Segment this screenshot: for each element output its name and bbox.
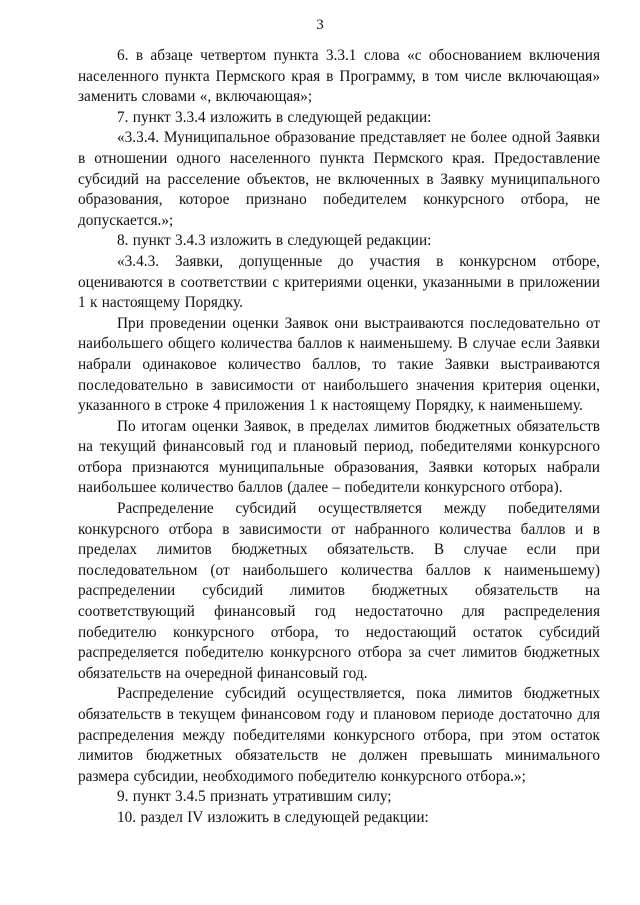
paragraph-distribution: Распределение субсидий осуществляется между победителями конкурсного отбора в зависимости от набранного количества баллов и в пределах лимитов бюджетных обязательств. В случае если при последовательном (от наибольшего количества баллов к наименьшему) распределении субсидий лимитов бюджетных обязательств на соответствующий финансовый год недостаточно для распределения победителю конкурсного отбора, то недостающий остаток субсидий распределяется победителю конкурсного отбора за счет лимитов бюджетных обязательств на очередной финансовый год. [78,500,600,682]
page-number: 3 [316,17,324,33]
paragraph-item-7: 7. пункт 3.3.4 изложить в следующей редакции: [117,108,432,126]
paragraph-winners: По итогам оценки Заявок, в пределах лимитов бюджетных обязательств на текущий финансовый год и плановый период, победителями конкурсного отбора признаются муниципальные образования, Заявки которых набрали наибольшее количество баллов (далее – победители конкурсного отбора). [78,417,600,497]
paragraph-item-10: 10. раздел IV изложить в следующей редакции: [117,808,429,826]
paragraph-item-6: 6. в абзаце четвертом пункта 3.3.1 слова «с обоснованием включения населенного пункта Пермского края в Программу, в том числе включающая» заменить словами «, включающая»; [78,47,600,106]
paragraph-item-8: 8. пункт 3.4.3 изложить в следующей редакции: [117,232,432,250]
paragraph-ranking: При проведении оценки Заявок они выстраиваются последовательно от наибольшего общего количества баллов к наименьшему. В случае если Заявки набрали одинаковое количество баллов, то такие Заявки выстраиваются последовательно в зависимости от наибольшего значения критерия оценки, указанного в строке 4 приложения 1 к настоящему Порядку, к наименьшему. [78,314,600,415]
paragraph-item-9: 9. пункт 3.4.5 признать утратившим силу; [117,788,392,806]
document-body [78,46,600,829]
paragraph-3-4-3-text: «3.4.3. Заявки, допущенные до участия в конкурсном отборе, оцениваются в соответствии с критериями оценки, указанными в приложении 1 к настоящему Порядку. [78,252,600,312]
paragraph-3-3-4-text: «3.3.4. Муниципальное образование представляет не более одной Заявки в отношении одного населенного пункта Пермского края. Предоставление субсидий на расселение объектов, не включенных в Заявку муниципального образования, которое признано победителем конкурсного отбора, не допускается.»; [78,129,600,229]
paragraph-distribution-limit: Распределение субсидий осуществляется, пока лимитов бюджетных обязательств в текущем финансовом году и плановом периоде достаточно для распределения между победителями конкурсного отбора, при этом остаток лимитов бюджетных обязательств не должен превышать минимального размера субсидии, необходимого победителю конкурсного отбора.»; [78,685,600,785]
